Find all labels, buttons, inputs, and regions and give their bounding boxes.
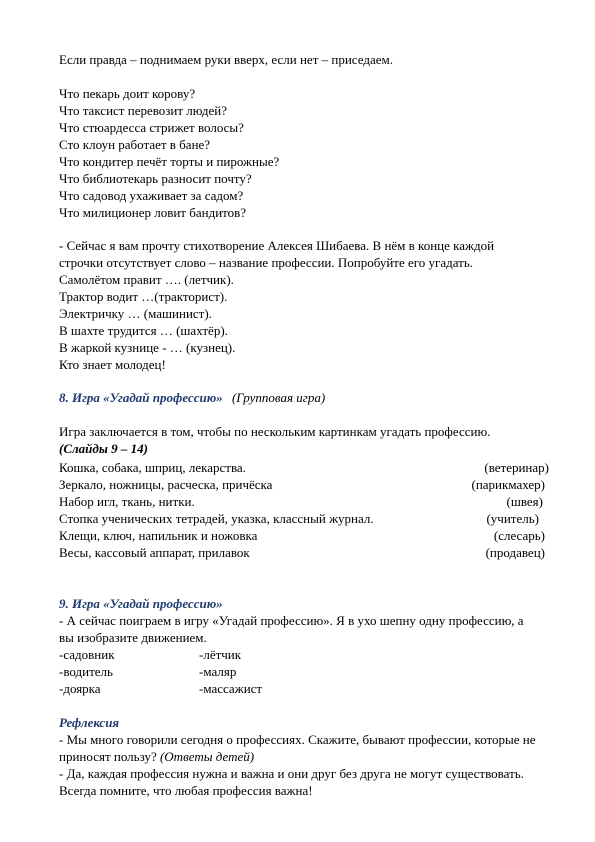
poem-line-4: В шахте трудится … (шахтёр). [59, 323, 228, 338]
reflection-question-block [59, 732, 539, 765]
section-8-heading-line [59, 390, 325, 406]
poem-line-2: Трактор водит …(тракторист). [59, 289, 228, 304]
section-9-description: - А сейчас поиграем в игру «Угадай профессию». Я в ухо шепну одну профессию, а вы изобразите движением. [59, 613, 524, 645]
riddle-row-1-answer: (ветеринар) [484, 460, 549, 475]
section-8-heading-note: (Групповая игра) [231, 390, 326, 405]
poem-line-3: Электричку … (машинист). [59, 306, 212, 321]
role-left-3: -доярка [59, 681, 101, 696]
question-1: Что пекарь доит корову? [59, 86, 196, 101]
role-right-2: -маляр [199, 664, 237, 679]
question-6: Что библиотекарь разносит почту? [59, 171, 252, 186]
poem-line-1: Самолётом правит …. (летчик). [59, 272, 234, 287]
riddle-row-5-answer: (слесарь) [493, 528, 545, 543]
question-2: Что таксист перевозит людей? [59, 103, 227, 118]
role-right-3: -массажист [199, 681, 263, 696]
question-5: Что кондитер печёт торты и пирожные? [59, 154, 280, 169]
riddle-row-6-answer: (продавец) [485, 545, 545, 560]
reflection-question: - Мы много говорили сегодня о профессиях. Скажите, бывают профессии, которые не приносят пользу? [59, 732, 536, 764]
question-8: Что милиционер ловит бандитов? [59, 205, 247, 220]
riddle-row-1-items: Кошка, собака, шприц, лекарства. [59, 460, 246, 475]
intro-rule: Если правда – поднимаем руки вверх, если нет – приседаем. [59, 52, 393, 67]
riddle-row-3-answer: (швея) [506, 494, 543, 509]
riddle-row-4-items: Стопка ученических тетрадей, указка, классный журнал. [59, 511, 374, 526]
poem-intro: - Сейчас я вам прочту стихотворение Алексея Шибаева. В нём в конце каждой строчки отсутствует слово – название профессии. Попробуйте его угадать. [59, 238, 495, 270]
riddle-row-4-answer: (учитель) [486, 511, 539, 526]
poem-line-6: Кто знает молодец! [59, 357, 166, 372]
riddle-row-5-items: Клещи, ключ, напильник и ножовка [59, 528, 258, 543]
role-left-1: -садовник [59, 647, 115, 662]
reflection-question-note: (Ответы детей) [159, 748, 255, 764]
riddle-row-2-items: Зеркало, ножницы, расческа, причёска [59, 477, 273, 492]
reflection-heading: Рефлексия [59, 715, 120, 730]
question-7: Что садовод ухаживает за садом? [59, 188, 244, 203]
section-8-slides: (Слайды 9 – 14) [59, 441, 148, 456]
role-right-1: -лётчик [199, 647, 242, 662]
section-9-heading: 9. Игра «Угадай профессию» [59, 596, 223, 611]
section-8-description: Игра заключается в том, чтобы по нескольким картинкам угадать профессию. [59, 424, 491, 439]
section-8-heading: 8. Игра «Угадай профессию» [59, 390, 223, 405]
riddle-row-3-items: Набор игл, ткань, нитки. [59, 494, 195, 509]
poem-line-5: В жаркой кузнице - … (кузнец). [59, 340, 236, 355]
riddle-row-2-answer: (парикмахер) [471, 477, 545, 492]
riddle-row-6-items: Весы, кассовый аппарат, прилавок [59, 545, 250, 560]
role-left-2: -водитель [59, 664, 113, 679]
question-3: Что стюардесса стрижет волосы? [59, 120, 244, 135]
question-4: Сто клоун работает в бане? [59, 137, 211, 152]
reflection-conclusion: - Да, каждая профессия нужна и важна и они друг без друга не могут существовать. Всегда помните, что любая профессия важна! [59, 766, 524, 798]
